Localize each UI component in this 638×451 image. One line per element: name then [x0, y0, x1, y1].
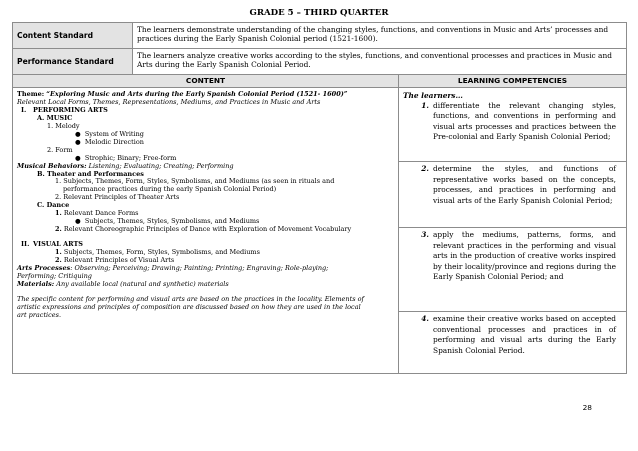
- content-standard-row: [13, 23, 627, 49]
- music-heading: A. MUSIC: [37, 113, 73, 122]
- competency-item-4: 4. examine their creative works based on accepted conventional processes and practices in of performing and visual arts during the Early Spanish Colonial Period.: [421, 314, 617, 355]
- note-line-3: art practices.: [17, 310, 62, 319]
- theater-item-1b: performance practices during the early Spanish Colonial Period): [63, 185, 277, 194]
- content-standard-label: Content Standard: [13, 23, 133, 49]
- competency-item-3: 3. apply the mediums, patterns, forms, and relevant practices in the performing and visual arts in the production of creative works inspired by their locality/province and regions during the Early Spanish Colonial Period; and: [421, 230, 617, 282]
- relevant-forms-line: Relevant Local Forms, Themes, Representations, Mediums, and Practices in Music and Arts: [17, 97, 321, 106]
- theater-heading: B. Theater and Performances: [37, 169, 144, 178]
- competency-cell-2: [399, 162, 627, 228]
- page-title: GRADE 5 – THIRD QUARTER: [249, 8, 389, 18]
- note-line-2: artistic expressions and principles of composition are discussed based on how they are used in the local: [17, 302, 361, 311]
- visual-item-1: 1. Subjects, Themes, Form, Styles, Symbolisms, and Mediums: [55, 248, 260, 257]
- form-item: 2. Form: [47, 145, 73, 154]
- header-row: [13, 75, 627, 88]
- performance-standard-label: Performance Standard: [13, 49, 133, 75]
- materials-label: Materials:: [17, 279, 55, 288]
- curriculum-table: [12, 22, 627, 374]
- musical-behaviors-label: Musical Behaviors:: [17, 161, 87, 170]
- competency-item-1: 1. differentiate the relevant changing styles, functions, and conventions in performing and visual arts processes and practices between the Pre-colonial and Early Spanish Colonial Period;: [421, 100, 617, 142]
- competency-cell-1: [399, 88, 627, 162]
- dance-item-1: 1. Relevant Dance Forms: [55, 209, 139, 218]
- arts-processes-text-2: Performing; Critiquing: [17, 271, 92, 280]
- dance-sub-item: ● Subjects, Themes, Styles, Symbolisms, and Mediums: [75, 217, 260, 226]
- theater-item-1a: 1. Subjects, Themes, Form, Styles, Symbolisms, and Mediums (as seen in rituals and: [55, 177, 335, 186]
- performance-standard-row: [13, 49, 627, 75]
- curriculum-page: [12, 8, 626, 374]
- bullet-icon: ●: [75, 129, 81, 138]
- melody-item: 1. Melody: [47, 121, 80, 130]
- content-cell: [13, 88, 399, 374]
- body-row-1: [13, 88, 627, 162]
- bullet-icon: ●: [75, 153, 81, 162]
- visual-item-2: 2. Relevant Principles of Visual Arts: [55, 256, 175, 265]
- system-of-writing-item: ● System of Writing: [75, 129, 144, 138]
- arts-processes-label: Arts Processes: [17, 264, 71, 273]
- melodic-direction-item: ● Melodic Direction: [75, 137, 144, 146]
- theme-label: Theme:: [17, 90, 45, 98]
- visual-arts-heading: II. VISUAL ARTS: [21, 240, 83, 249]
- competencies-header: LEARNING COMPETENCIES: [399, 75, 627, 88]
- theme-title: “Exploring Music and Arts during the Early Spanish Colonial Period (1521- 1600)”: [46, 90, 348, 98]
- bullet-icon: ●: [75, 137, 81, 146]
- content-header: CONTENT: [13, 75, 399, 88]
- competency-cell-3: [399, 228, 627, 312]
- bullet-icon: ●: [75, 217, 81, 226]
- competencies-intro: The learners…: [403, 91, 463, 100]
- materials-text: Any available local (natural and synthetic) materials: [54, 279, 229, 288]
- note-line-1: The specific content for performing and visual arts are based on the practices in the locality. Elements of: [17, 294, 364, 303]
- strophic-item: ● Strophic; Binary; Free-form: [75, 153, 177, 162]
- musical-behaviors-text: Listening; Evaluating; Creating; Performing: [86, 161, 234, 170]
- page-number: 28: [582, 403, 592, 412]
- performing-arts-heading: I. PERFORMING ARTS: [21, 105, 108, 114]
- content-standard-text: The learners demonstrate understanding of the changing styles, functions, and conventions in Music and Arts’ processes and practices during the Early Spanish Colonial period (1521-1600).: [133, 23, 627, 49]
- theater-item-2: 2. Relevant Principles of Theater Arts: [55, 193, 180, 202]
- dance-item-2: 2. Relevant Choreographic Principles of Dance with Exploration of Movement Vocabulary: [55, 225, 352, 234]
- dance-heading: C. Dance: [37, 201, 70, 210]
- arts-processes-text: : Observing; Perceiving; Drawing; Painting; Printing; Engraving; Role-playing;: [70, 264, 329, 273]
- performance-standard-text: The learners analyze creative works according to the styles, functions, and conventional processes and practices in Music and Arts during the Early Spanish Colonial Period.: [133, 49, 627, 75]
- competency-item-2: 2. determine the styles, and functions of representative works based on the concepts, processes, and practices in performing and visual arts of the Early Spanish Colonial Period;: [421, 164, 617, 205]
- competency-cell-4: [399, 312, 627, 374]
